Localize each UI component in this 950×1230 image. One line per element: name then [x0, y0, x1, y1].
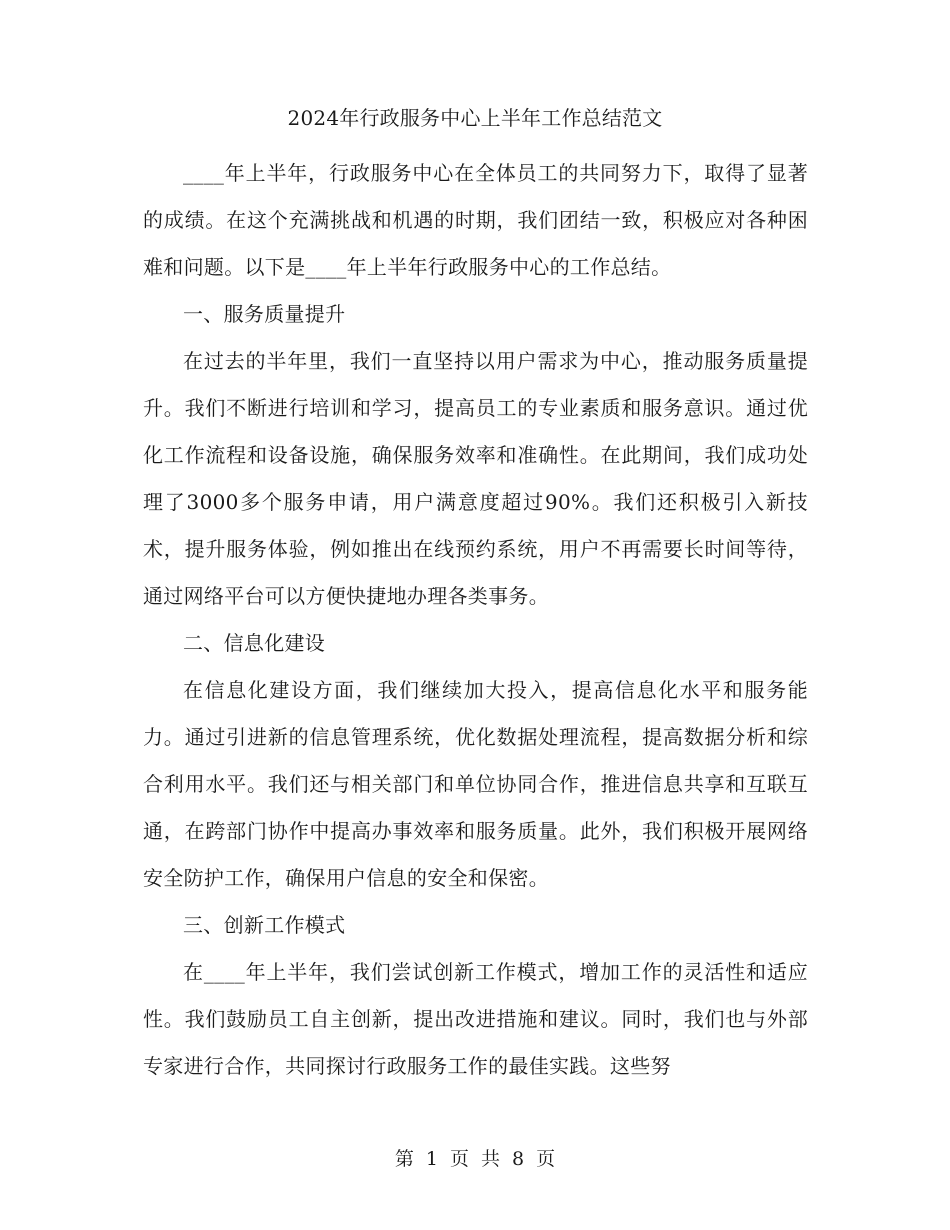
- section-heading-innovation: 三、创新工作模式: [183, 913, 346, 937]
- section-heading-service-quality: 一、服务质量提升: [183, 302, 346, 326]
- informatization-paragraph: 在信息化建设方面，我们继续加大投入，提高信息化水平和服务能力。通过引进新的信息管理系统，优化数据处理流程，提高数据分析和综合利用水平。我们还与相关部门和单位协同合作，推进信息共享和互联互通，在跨部门协作中提高办事效率和服务质量。此外，我们积极开展网络安全防护工作，确保用户信息的安全和保密。: [143, 678, 808, 890]
- service-quality-paragraph: 在过去的半年里，我们一直坚持以用户需求为中心，推动服务质量提升。我们不断进行培训和学习，提高员工的专业素质和服务意识。通过优化工作流程和设备设施，确保服务效率和准确性。在此期间，我们成功处理了3000多个服务申请，用户满意度超过90%。我们还积极引入新技术，提升服务体验，例如推出在线预约系统，用户不再需要长时间等待，通过网络平台可以方便快捷地办理各类事务。: [143, 349, 808, 608]
- document-body: [143, 150, 808, 1090]
- page-number-footer: 第 1 页 共 8 页: [394, 1148, 556, 1170]
- intro-paragraph: ____年上半年，行政服务中心在全体员工的共同努力下，取得了显著的成绩。在这个充满挑战和机遇的时期，我们团结一致，积极应对各种困难和问题。以下是____年上半年行政服务中心的工作总结。: [143, 161, 808, 279]
- section-heading-informatization: 二、信息化建设: [183, 631, 326, 655]
- innovation-paragraph: 在____年上半年，我们尝试创新工作模式，增加工作的灵活性和适应性。我们鼓励员工自主创新，提出改进措施和建议。同时，我们也与外部专家进行合作，共同探讨行政服务工作的最佳实践。这些努: [143, 960, 808, 1078]
- document-title: 2024年行政服务中心上半年工作总结范文: [287, 106, 663, 130]
